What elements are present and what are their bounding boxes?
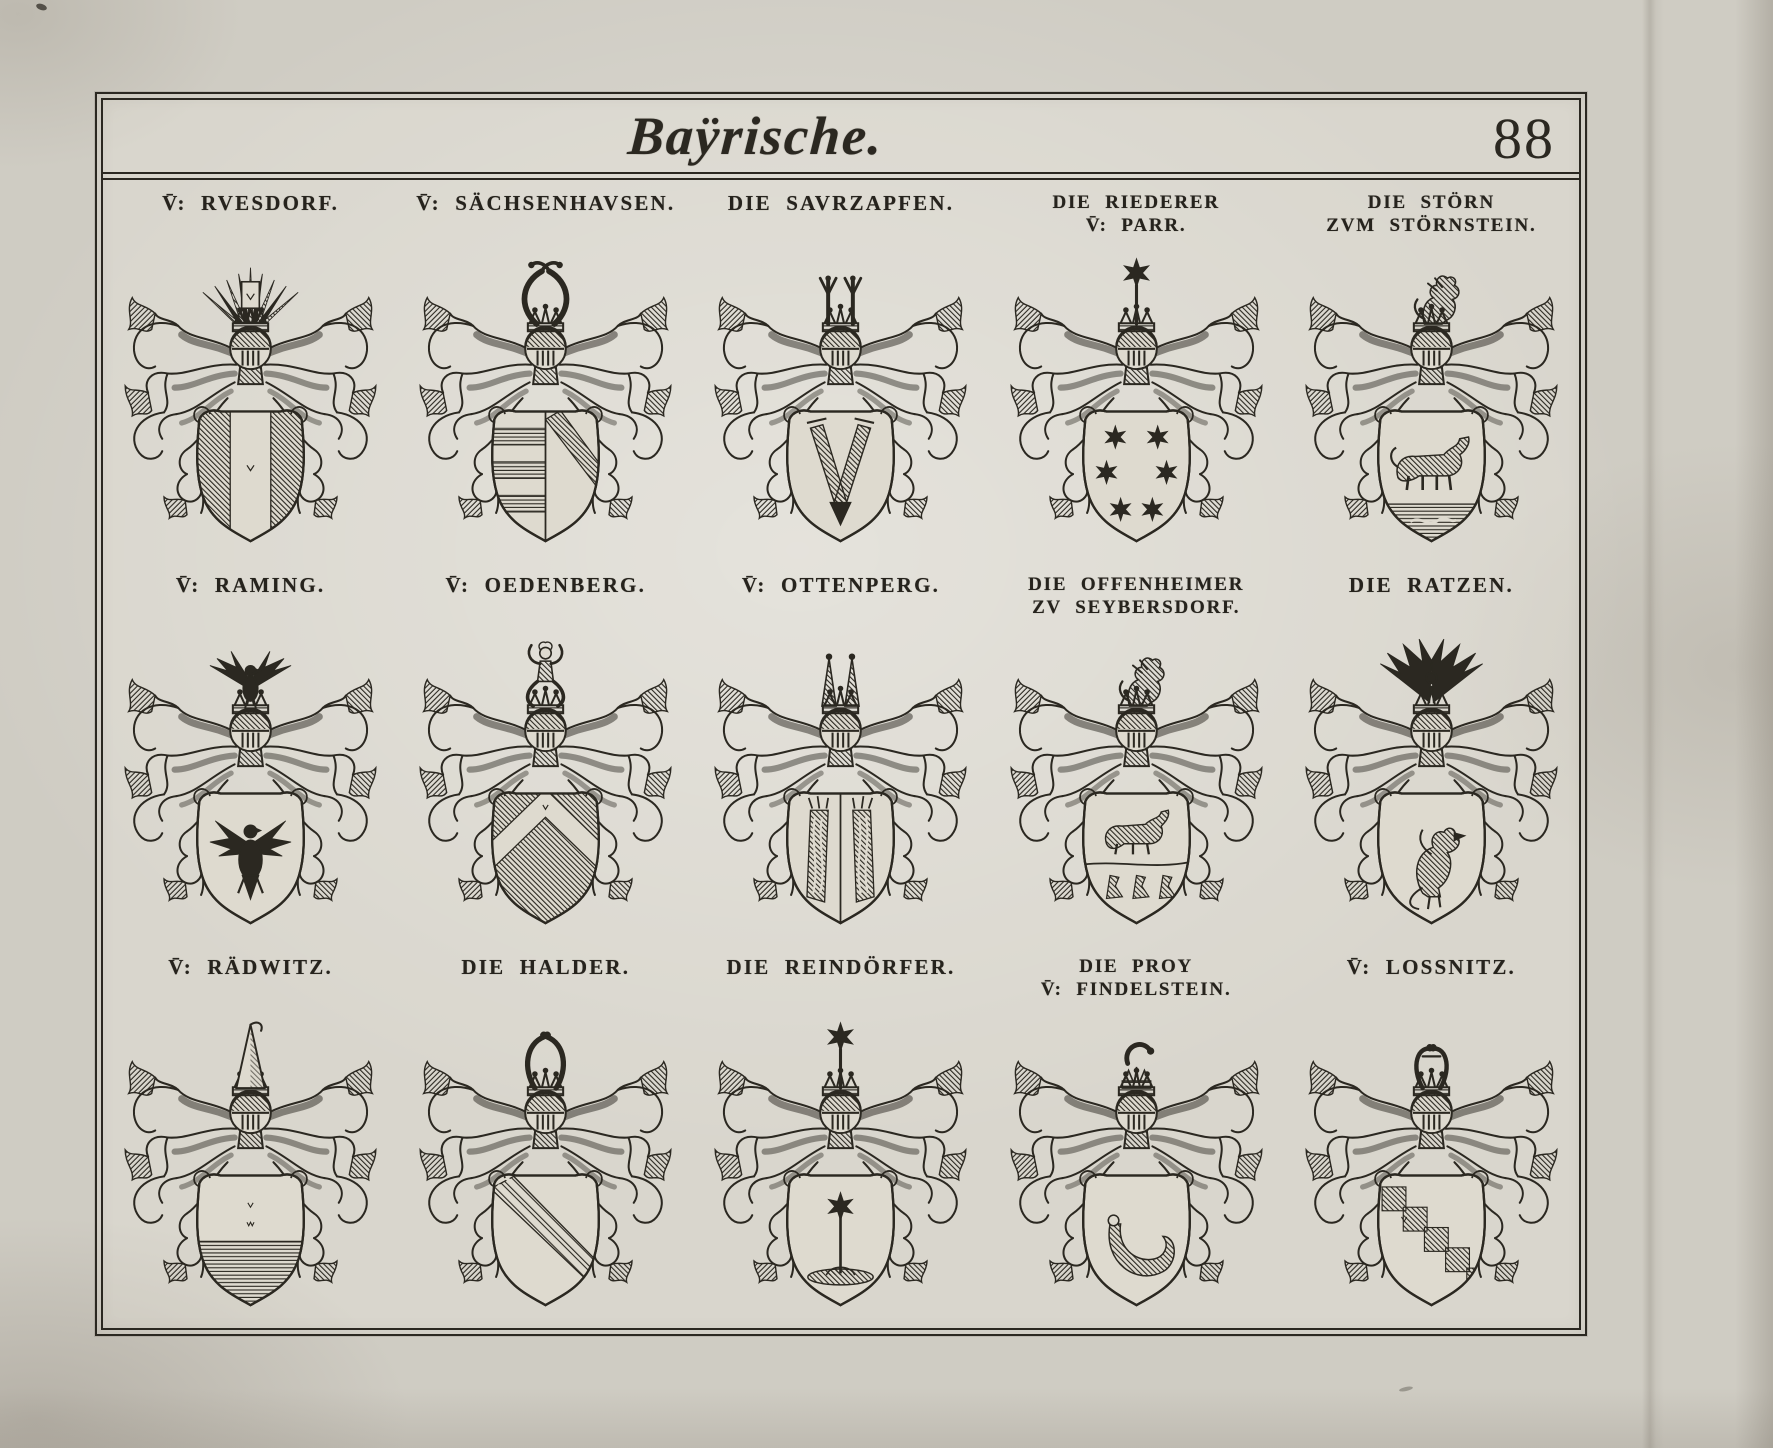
coat-label-ratzen (1349, 564, 1514, 632)
coat-riederer-parr (989, 182, 1284, 564)
coat-label-line: DIE PROY (1079, 956, 1194, 977)
coat-label-line: V̄: FINDELSTEIN. (1040, 979, 1232, 1001)
coat-label-stoern-stoernstein (1326, 182, 1536, 250)
coat-label-line: DIE RATZEN. (1348, 573, 1514, 597)
coat-label-offenheimer-seybersdorf (1028, 564, 1244, 632)
ink-speck (35, 2, 47, 11)
coat-proy-findelstein (989, 946, 1284, 1328)
coat-label-line: V̄: LOSSNITZ. (1346, 955, 1516, 979)
coat-label-line: V̄: RVESDORF. (162, 191, 340, 215)
coat-label-raedwitz (168, 946, 333, 1014)
coat-illustration-oedenberg (413, 632, 678, 932)
coat-label-savrzapfen (728, 182, 954, 250)
coat-label-ottenperg (742, 564, 940, 632)
coat-illustration-halder (413, 1014, 678, 1314)
plate-inner-border (101, 98, 1581, 1330)
page-number: 88 (1493, 105, 1555, 171)
title-band (103, 100, 1579, 174)
coat-label-line: DIE OFFENHEIMER (1028, 574, 1245, 595)
coat-label-line: ZVM STÖRNSTEIN. (1326, 215, 1537, 237)
coat-label-riederer-parr (1052, 182, 1219, 250)
coat-label-line: V̄: RÄDWITZ. (168, 955, 333, 979)
coat-illustration-riederer-parr (1004, 250, 1269, 550)
coat-raming (103, 564, 398, 946)
coat-label-line: DIE STÖRN (1367, 192, 1495, 213)
coat-label-line: V̄: RAMING. (175, 573, 326, 597)
coat-lossnitz (1284, 946, 1579, 1328)
coat-label-oedenberg (446, 564, 647, 632)
coat-label-ruesdorf (162, 182, 339, 250)
coat-ottenperg (693, 564, 988, 946)
coat-label-saechsenhavsen (416, 182, 675, 250)
coat-label-line: DIE REINDÖRFER. (726, 955, 956, 979)
pencil-mark (1399, 1386, 1414, 1393)
coat-label-line: V̄: OTTENPERG. (741, 573, 941, 597)
coat-ratzen (1284, 564, 1579, 946)
coat-label-line: V̄: OEDENBERG. (445, 573, 647, 597)
coat-label-line: DIE HALDER. (461, 955, 631, 979)
coat-label-line: DIE SAVRZAPFEN. (727, 191, 955, 215)
coat-illustration-raedwitz (118, 1014, 383, 1314)
coat-illustration-offenheimer-seybersdorf (1004, 632, 1269, 932)
engraved-plate-frame (95, 92, 1587, 1336)
coat-saechsenhavsen (398, 182, 693, 564)
coat-ruesdorf (103, 182, 398, 564)
coat-illustration-reindoerfer (708, 1014, 973, 1314)
coat-of-arms-grid (103, 182, 1579, 1328)
coat-illustration-saechsenhavsen (413, 250, 678, 550)
coat-raedwitz (103, 946, 398, 1328)
coat-illustration-savrzapfen (708, 250, 973, 550)
coat-illustration-ruesdorf (118, 250, 383, 550)
coat-label-line: V̄: SÄCHSENHAVSEN. (416, 191, 676, 215)
coat-illustration-stoern-stoernstein (1299, 250, 1564, 550)
coat-reindoerfer (693, 946, 988, 1328)
coat-illustration-ottenperg (708, 632, 973, 932)
plate-title: Baÿrische. (626, 106, 886, 166)
coat-illustration-raming (118, 632, 383, 932)
coat-label-reindoerfer (726, 946, 955, 1014)
coat-savrzapfen (693, 182, 988, 564)
coat-label-line: ZV SEYBERSDORF. (1032, 597, 1241, 619)
coat-offenheimer-seybersdorf (989, 564, 1284, 946)
coat-illustration-proy-findelstein (1004, 1014, 1269, 1314)
coat-label-halder (461, 946, 630, 1014)
coat-illustration-ratzen (1299, 632, 1564, 932)
coat-label-lossnitz (1347, 946, 1516, 1014)
coat-oedenberg (398, 564, 693, 946)
coat-stoern-stoernstein (1284, 182, 1579, 564)
coat-label-raming (176, 564, 326, 632)
coat-label-proy-findelstein (1041, 946, 1232, 1014)
coat-label-line: DIE RIEDERER (1052, 192, 1220, 213)
coat-label-line: V̄: PARR. (1085, 215, 1187, 237)
coat-halder (398, 946, 693, 1328)
coat-illustration-lossnitz (1299, 1014, 1564, 1314)
